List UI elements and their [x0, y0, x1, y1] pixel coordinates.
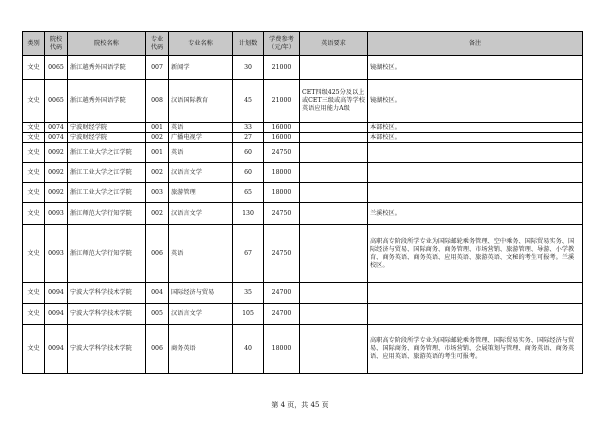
cell-school-name: 浙江越秀外国语学院 [68, 56, 146, 80]
cell-school-name: 宁波财经学院 [68, 133, 146, 143]
cell-school-code: 0065 [45, 80, 68, 123]
cell-school-name: 宁波大学科学技术学院 [68, 283, 146, 304]
cell-major-name: 汉语言文学 [169, 163, 233, 183]
cell-remarks [368, 143, 583, 163]
cell-school-name: 浙江越秀外国语学院 [68, 80, 146, 123]
table-row [23, 56, 583, 80]
table-row [23, 304, 583, 325]
table-row [23, 80, 583, 123]
header-major-code: 专业代码 [146, 32, 169, 56]
header-major-name: 专业名称 [169, 32, 233, 56]
cell-major-name: 商务英语 [169, 325, 233, 374]
cell-major-code: 002 [146, 203, 169, 225]
cell-major-code: 003 [146, 183, 169, 203]
table-row [23, 283, 583, 304]
cell-category: 文史 [23, 225, 45, 283]
cell-school-code: 0074 [45, 123, 68, 133]
cell-major-code: 001 [146, 123, 169, 133]
cell-school-code: 0065 [45, 56, 68, 80]
cell-plan: 33 [233, 123, 264, 133]
cell-english-req [300, 143, 368, 163]
header-english-req: 英语要求 [300, 32, 368, 56]
cell-english-req [300, 56, 368, 80]
cell-tuition: 16000 [264, 123, 300, 133]
cell-school-code: 0093 [45, 203, 68, 225]
cell-remarks: 高职高专阶段所学专业为国际邮轮乘务管理、空中乘务、国际贸易实务、国际经济与贸易、国际商务、商务管理、市场营销、旅游管理、导游、小学教育、商务英语、商务英语、应用英语、旅游英语、文秘的考生可报考。兰溪校区。 [368, 225, 583, 283]
cell-major-name: 新闻学 [169, 56, 233, 80]
cell-tuition: 18000 [264, 325, 300, 374]
cell-remarks: 本部校区。 [368, 123, 583, 133]
cell-tuition: 24750 [264, 203, 300, 225]
cell-remarks: 镜湖校区。 [368, 56, 583, 80]
cell-tuition: 24750 [264, 225, 300, 283]
cell-tuition: 18000 [264, 163, 300, 183]
cell-school-name: 宁波财经学院 [68, 123, 146, 133]
cell-english-req [300, 225, 368, 283]
cell-english-req [300, 283, 368, 304]
cell-english-req [300, 183, 368, 203]
cell-major-code: 002 [146, 163, 169, 183]
cell-school-code: 0094 [45, 325, 68, 374]
cell-school-name: 浙江师范大学行知学院 [68, 225, 146, 283]
cell-plan: 45 [233, 80, 264, 123]
table-header-row [23, 32, 583, 56]
cell-school-name: 浙江工业大学之江学院 [68, 163, 146, 183]
cell-plan: 40 [233, 325, 264, 374]
cell-remarks [368, 304, 583, 325]
cell-school-code: 0092 [45, 183, 68, 203]
cell-school-code: 0094 [45, 283, 68, 304]
cell-school-name: 浙江工业大学之江学院 [68, 183, 146, 203]
cell-plan: 30 [233, 56, 264, 80]
cell-school-code: 0092 [45, 143, 68, 163]
cell-school-name: 宁波大学科学技术学院 [68, 304, 146, 325]
cell-major-code: 004 [146, 283, 169, 304]
cell-major-name: 汉语国际教育 [169, 80, 233, 123]
cell-english-req: CET四级425分及以上或CET三级或高等学校英语应用能力A级 [300, 80, 368, 123]
table-row [23, 163, 583, 183]
cell-english-req [300, 133, 368, 143]
admissions-table [22, 31, 583, 374]
cell-english-req [300, 163, 368, 183]
cell-school-name: 浙江师范大学行知学院 [68, 203, 146, 225]
cell-major-code: 008 [146, 80, 169, 123]
cell-tuition: 21000 [264, 56, 300, 80]
table-body [23, 56, 583, 374]
cell-remarks: 兰溪校区。 [368, 203, 583, 225]
table-row [23, 123, 583, 133]
cell-major-code: 006 [146, 225, 169, 283]
header-school-name: 院校名称 [68, 32, 146, 56]
table-row [23, 325, 583, 374]
cell-plan: 35 [233, 283, 264, 304]
cell-tuition: 24700 [264, 304, 300, 325]
cell-major-name: 国际经济与贸易 [169, 283, 233, 304]
cell-remarks [368, 183, 583, 203]
cell-plan: 130 [233, 203, 264, 225]
header-plan: 计划数 [233, 32, 264, 56]
header-tuition: 学费参考（元/年） [264, 32, 300, 56]
cell-category: 文史 [23, 325, 45, 374]
cell-major-name: 英语 [169, 225, 233, 283]
cell-major-code: 002 [146, 133, 169, 143]
header-school-code: 院校代码 [45, 32, 68, 56]
cell-school-name: 浙江工业大学之江学院 [68, 143, 146, 163]
cell-category: 文史 [23, 203, 45, 225]
cell-plan: 60 [233, 143, 264, 163]
cell-english-req [300, 325, 368, 374]
page-footer: 第 4 页，共 45 页 [271, 401, 329, 409]
table-row [23, 225, 583, 283]
cell-major-name: 旅游管理 [169, 183, 233, 203]
cell-major-code: 005 [146, 304, 169, 325]
cell-category: 文史 [23, 56, 45, 80]
cell-remarks: 高职高专阶段所学专业为国际邮轮乘务管理、国际贸易实务、国际经济与贸易、国际商务、商务管理、市场营销、会展策划与管理、商务英语、商务英语、应用英语、旅游英语的考生可报考。 [368, 325, 583, 374]
cell-major-code: 001 [146, 143, 169, 163]
cell-remarks: 本部校区。 [368, 133, 583, 143]
header-remarks: 备注 [368, 32, 583, 56]
table-row [23, 203, 583, 225]
cell-major-code: 007 [146, 56, 169, 80]
cell-category: 文史 [23, 183, 45, 203]
cell-plan: 60 [233, 163, 264, 183]
cell-tuition: 16000 [264, 133, 300, 143]
table-row [23, 183, 583, 203]
cell-english-req [300, 123, 368, 133]
cell-major-code: 006 [146, 325, 169, 374]
cell-english-req [300, 203, 368, 225]
cell-remarks [368, 163, 583, 183]
cell-school-code: 0094 [45, 304, 68, 325]
cell-school-code: 0093 [45, 225, 68, 283]
cell-school-code: 0074 [45, 133, 68, 143]
cell-plan: 27 [233, 133, 264, 143]
cell-category: 文史 [23, 123, 45, 133]
cell-tuition: 21000 [264, 80, 300, 123]
cell-tuition: 18000 [264, 183, 300, 203]
cell-major-name: 英语 [169, 123, 233, 133]
cell-major-name: 汉语言文学 [169, 304, 233, 325]
cell-tuition: 24750 [264, 143, 300, 163]
cell-category: 文史 [23, 80, 45, 123]
cell-english-req [300, 304, 368, 325]
cell-remarks [368, 283, 583, 304]
cell-category: 文史 [23, 304, 45, 325]
cell-plan: 65 [233, 183, 264, 203]
cell-plan: 67 [233, 225, 264, 283]
cell-plan: 105 [233, 304, 264, 325]
cell-school-name: 宁波大学科学技术学院 [68, 325, 146, 374]
table-row [23, 133, 583, 143]
cell-major-name: 英语 [169, 143, 233, 163]
cell-category: 文史 [23, 163, 45, 183]
cell-category: 文史 [23, 133, 45, 143]
cell-remarks: 镜湖校区。 [368, 80, 583, 123]
header-category: 类别 [23, 32, 45, 56]
cell-tuition: 24700 [264, 283, 300, 304]
cell-category: 文史 [23, 283, 45, 304]
cell-major-name: 广播电视学 [169, 133, 233, 143]
cell-school-code: 0092 [45, 163, 68, 183]
cell-major-name: 汉语言文学 [169, 203, 233, 225]
table-row [23, 143, 583, 163]
cell-category: 文史 [23, 143, 45, 163]
